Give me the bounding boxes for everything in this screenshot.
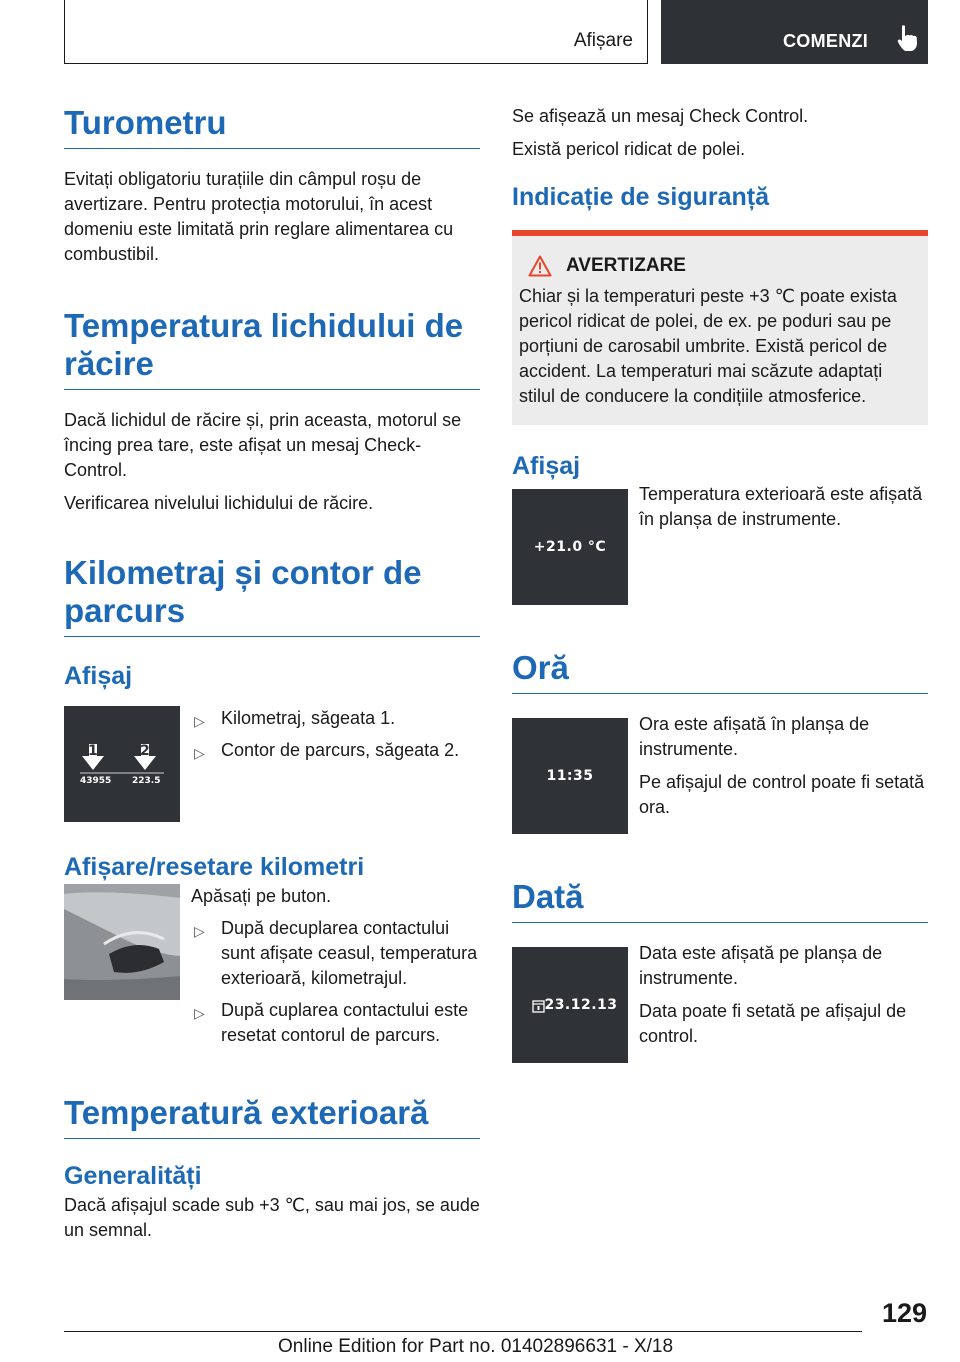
section-title-time: Oră	[512, 649, 928, 694]
page-number: 129	[882, 1298, 928, 1328]
list-item: ▷ După decuplarea contactului sunt afișate ceasul, temperatura exterioară, kilometrajul.	[194, 918, 478, 988]
date-text-1: Data este afișată pe planșa de instrumente.	[639, 943, 883, 988]
warning-text: Chiar și la temperaturi peste +3 ℃ poate exista pericol ridicat de polei, de ex. pe poduri sau pe porțiuni de carosabil umbrite. Există pericol de accident. La temperaturi mai scăzute adaptați stilul de conducere la condițiile atmosferice.	[519, 286, 897, 406]
temp-text-container	[628, 482, 928, 532]
turometru-text: Evitați obligatoriu turațiile din câmpul roșu de avertizare. Pentru protecția motorului, în acest domeniu este limitată prin reglare alimentarea cu combustibil.	[64, 169, 454, 264]
trip-value: 223.5	[132, 776, 161, 786]
warning-triangle-icon	[528, 255, 552, 277]
date-text-container	[628, 941, 928, 1049]
ice-risk-text: Există pericol ridicat de polei.	[512, 139, 746, 159]
coolant-text-2: Verificarea nivelului lichidului de răcire.	[64, 493, 374, 513]
odometer-arrows-icon	[64, 706, 180, 822]
temperature-display-image	[512, 489, 628, 605]
reset-figure-row	[64, 884, 480, 1048]
left-column	[64, 104, 480, 1243]
footer-edition: Online Edition for Part no. 01402896631 - X/18	[278, 1336, 674, 1357]
section-title-turometru: Turometru	[64, 104, 480, 149]
triangle-bullet-icon: ▷	[194, 745, 205, 761]
list-item: ▷ Kilometraj, săgeata 1.	[191, 706, 480, 731]
time-display-value: 11:35	[546, 768, 594, 784]
section-title-odometer: Kilometraj și contor de parcurs	[64, 554, 480, 637]
odometer-figure-row	[64, 706, 480, 822]
reset-button-image	[64, 884, 180, 1000]
right-column	[512, 104, 928, 1063]
header-chapter-tab	[661, 0, 928, 64]
pointing-hand-icon	[895, 24, 919, 52]
general-text: Dacă afișajul scade sub +3 ℃, sau mai jos, se aude un semnal.	[64, 1195, 480, 1240]
reset-heading: Afișare/resetare kilometri	[64, 853, 365, 881]
time-figure-row	[512, 714, 928, 834]
coolant-text-1: Dacă lichidul de răcire și, prin aceasta, motorul se încing prea tare, este afișat un mesaj Check-Control.	[64, 410, 462, 480]
header-chapter-label: COMENZI	[783, 31, 869, 51]
triangle-bullet-icon: ▷	[194, 1005, 205, 1021]
safety-heading: Indicație de siguranță	[512, 183, 770, 211]
odometer-display-image	[64, 706, 180, 822]
triangle-bullet-icon: ▷	[194, 923, 205, 939]
check-control-text: Se afișează un mesaj Check Control.	[512, 106, 809, 126]
temp-figure-row	[512, 484, 928, 605]
reset-text-container	[180, 884, 480, 1048]
list-item: ▷ După cuplarea contactului este resetat contorul de parcurs.	[194, 1000, 469, 1045]
footer-divider	[64, 1331, 862, 1332]
odometer-value: 43955	[80, 776, 112, 786]
reset-bullets	[191, 916, 480, 1048]
odometer-display-heading: Afișaj	[64, 662, 133, 690]
header-section-label: Afișare	[573, 30, 633, 51]
header-section-tab	[64, 0, 648, 64]
section-title-date: Dată	[512, 878, 928, 923]
date-display-image	[512, 947, 628, 1063]
arrow-1-label: 1	[88, 743, 98, 759]
time-display-image	[512, 718, 628, 834]
warning-box	[512, 230, 928, 425]
date-display-value: 23.12.13	[544, 997, 618, 1013]
time-text-1: Ora este afișată în planșa de instrumente.	[639, 714, 870, 759]
date-text-2: Data poate fi setată pe afișajul de control.	[639, 1001, 907, 1046]
date-figure-row	[512, 943, 928, 1063]
general-heading: Generalități	[64, 1162, 202, 1190]
odometer-bullets-container	[180, 706, 480, 763]
time-text-2: Pe afișajul de control poate fi setată ora.	[639, 772, 925, 817]
triangle-bullet-icon: ▷	[194, 713, 205, 729]
warning-title	[519, 254, 920, 278]
dashboard-button-icon	[64, 884, 180, 1000]
temp-display-text: Temperatura exterioară este afișată în planșa de instrumente.	[639, 484, 923, 529]
warning-label: AVERTIZARE	[566, 255, 686, 276]
time-text-container	[628, 712, 928, 820]
reset-intro: Apăsați pe buton.	[191, 886, 332, 906]
temperature-display-value: +21.0 °C	[533, 539, 607, 555]
arrow-2-label: 2	[140, 743, 150, 759]
section-title-outside-temp: Temperatură exterioară	[64, 1094, 480, 1139]
odometer-bullets	[191, 706, 480, 763]
list-item: ▷ Contor de parcurs, săgeata 2.	[191, 738, 480, 763]
section-title-coolant: Temperatura lichidului de răcire	[64, 307, 480, 390]
outside-display-heading: Afișaj	[512, 452, 581, 480]
